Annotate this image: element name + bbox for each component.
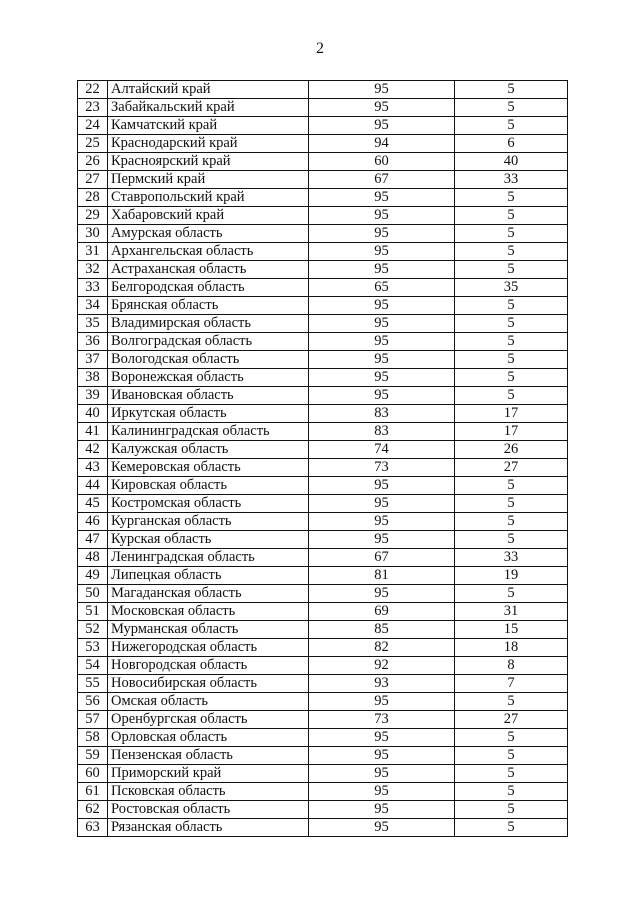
- row-number-cell: 43: [78, 459, 108, 477]
- value-b-cell: 7: [455, 675, 568, 693]
- value-b-cell: 5: [455, 783, 568, 801]
- value-a-cell: 95: [309, 819, 455, 837]
- row-number-cell: 42: [78, 441, 108, 459]
- value-b-cell: 33: [455, 171, 568, 189]
- region-name-cell: Брянская область: [108, 297, 309, 315]
- value-a-cell: 65: [309, 279, 455, 297]
- region-name-cell: Камчатский край: [108, 117, 309, 135]
- region-name-cell: Амурская область: [108, 225, 309, 243]
- region-name-cell: Магаданская область: [108, 585, 309, 603]
- region-name-cell: Хабаровский край: [108, 207, 309, 225]
- table-row: [78, 819, 568, 837]
- table-row: [78, 513, 568, 531]
- row-number-cell: 57: [78, 711, 108, 729]
- table-row: [78, 693, 568, 711]
- value-a-cell: 95: [309, 117, 455, 135]
- value-b-cell: 26: [455, 441, 568, 459]
- table-row: [78, 549, 568, 567]
- table-row: [78, 675, 568, 693]
- regions-table: [77, 80, 568, 837]
- region-name-cell: Кировская область: [108, 477, 309, 495]
- table-row: [78, 639, 568, 657]
- table-row: [78, 477, 568, 495]
- region-name-cell: Ставропольский край: [108, 189, 309, 207]
- table-row: [78, 459, 568, 477]
- value-b-cell: 5: [455, 243, 568, 261]
- value-b-cell: 5: [455, 477, 568, 495]
- value-b-cell: 5: [455, 531, 568, 549]
- value-a-cell: 95: [309, 693, 455, 711]
- value-a-cell: 95: [309, 531, 455, 549]
- table-row: [78, 495, 568, 513]
- table-row: [78, 81, 568, 99]
- row-number-cell: 34: [78, 297, 108, 315]
- region-name-cell: Иркутская область: [108, 405, 309, 423]
- region-name-cell: Калужская область: [108, 441, 309, 459]
- row-number-cell: 31: [78, 243, 108, 261]
- region-name-cell: Оренбургская область: [108, 711, 309, 729]
- value-a-cell: 95: [309, 351, 455, 369]
- value-b-cell: 35: [455, 279, 568, 297]
- value-b-cell: 5: [455, 207, 568, 225]
- row-number-cell: 51: [78, 603, 108, 621]
- row-number-cell: 22: [78, 81, 108, 99]
- table-row: [78, 621, 568, 639]
- region-name-cell: Костромская область: [108, 495, 309, 513]
- value-b-cell: 5: [455, 81, 568, 99]
- value-b-cell: 5: [455, 369, 568, 387]
- value-b-cell: 6: [455, 135, 568, 153]
- table-row: [78, 351, 568, 369]
- value-a-cell: 73: [309, 459, 455, 477]
- row-number-cell: 46: [78, 513, 108, 531]
- regions-table-body: [78, 81, 568, 837]
- value-b-cell: 5: [455, 351, 568, 369]
- value-b-cell: 5: [455, 729, 568, 747]
- value-a-cell: 69: [309, 603, 455, 621]
- region-name-cell: Калининградская область: [108, 423, 309, 441]
- table-row: [78, 747, 568, 765]
- value-b-cell: 27: [455, 711, 568, 729]
- row-number-cell: 61: [78, 783, 108, 801]
- page-number: 2: [316, 40, 324, 57]
- value-a-cell: 67: [309, 549, 455, 567]
- row-number-cell: 24: [78, 117, 108, 135]
- region-name-cell: Владимирская область: [108, 315, 309, 333]
- value-b-cell: 15: [455, 621, 568, 639]
- row-number-cell: 52: [78, 621, 108, 639]
- table-row: [78, 117, 568, 135]
- row-number-cell: 59: [78, 747, 108, 765]
- region-name-cell: Пермский край: [108, 171, 309, 189]
- row-number-cell: 45: [78, 495, 108, 513]
- row-number-cell: 36: [78, 333, 108, 351]
- value-a-cell: 95: [309, 765, 455, 783]
- table-row: [78, 315, 568, 333]
- table-row: [78, 243, 568, 261]
- row-number-cell: 33: [78, 279, 108, 297]
- table-row: [78, 207, 568, 225]
- value-b-cell: 8: [455, 657, 568, 675]
- value-b-cell: 17: [455, 423, 568, 441]
- table-row: [78, 801, 568, 819]
- row-number-cell: 38: [78, 369, 108, 387]
- value-a-cell: 73: [309, 711, 455, 729]
- table-row: [78, 423, 568, 441]
- table-row: [78, 99, 568, 117]
- region-name-cell: Московская область: [108, 603, 309, 621]
- row-number-cell: 29: [78, 207, 108, 225]
- value-a-cell: 95: [309, 747, 455, 765]
- table-row: [78, 135, 568, 153]
- region-name-cell: Вологодская область: [108, 351, 309, 369]
- table-row: [78, 297, 568, 315]
- row-number-cell: 35: [78, 315, 108, 333]
- region-name-cell: Рязанская область: [108, 819, 309, 837]
- row-number-cell: 54: [78, 657, 108, 675]
- value-a-cell: 74: [309, 441, 455, 459]
- value-a-cell: 95: [309, 207, 455, 225]
- value-b-cell: 5: [455, 585, 568, 603]
- value-a-cell: 95: [309, 99, 455, 117]
- value-a-cell: 95: [309, 513, 455, 531]
- value-a-cell: 95: [309, 495, 455, 513]
- value-a-cell: 93: [309, 675, 455, 693]
- value-b-cell: 5: [455, 315, 568, 333]
- table-row: [78, 189, 568, 207]
- region-name-cell: Новосибирская область: [108, 675, 309, 693]
- row-number-cell: 44: [78, 477, 108, 495]
- region-name-cell: Ленинградская область: [108, 549, 309, 567]
- row-number-cell: 50: [78, 585, 108, 603]
- value-b-cell: 18: [455, 639, 568, 657]
- value-a-cell: 95: [309, 261, 455, 279]
- region-name-cell: Липецкая область: [108, 567, 309, 585]
- table-row: [78, 369, 568, 387]
- row-number-cell: 39: [78, 387, 108, 405]
- table-row: [78, 657, 568, 675]
- value-b-cell: 5: [455, 693, 568, 711]
- row-number-cell: 28: [78, 189, 108, 207]
- row-number-cell: 37: [78, 351, 108, 369]
- table-row: [78, 567, 568, 585]
- table-row: [78, 333, 568, 351]
- value-a-cell: 95: [309, 729, 455, 747]
- row-number-cell: 55: [78, 675, 108, 693]
- row-number-cell: 53: [78, 639, 108, 657]
- value-b-cell: 5: [455, 513, 568, 531]
- value-a-cell: 92: [309, 657, 455, 675]
- region-name-cell: Новгородская область: [108, 657, 309, 675]
- value-a-cell: 95: [309, 333, 455, 351]
- value-a-cell: 85: [309, 621, 455, 639]
- region-name-cell: Курская область: [108, 531, 309, 549]
- table-row: [78, 729, 568, 747]
- value-a-cell: 81: [309, 567, 455, 585]
- value-b-cell: 5: [455, 225, 568, 243]
- region-name-cell: Ростовская область: [108, 801, 309, 819]
- value-a-cell: 60: [309, 153, 455, 171]
- table-row: [78, 153, 568, 171]
- table-row: [78, 225, 568, 243]
- value-b-cell: 5: [455, 189, 568, 207]
- value-a-cell: 95: [309, 225, 455, 243]
- row-number-cell: 25: [78, 135, 108, 153]
- region-name-cell: Краснодарский край: [108, 135, 309, 153]
- value-b-cell: 33: [455, 549, 568, 567]
- table-row: [78, 405, 568, 423]
- value-b-cell: 19: [455, 567, 568, 585]
- region-name-cell: Омская область: [108, 693, 309, 711]
- row-number-cell: 62: [78, 801, 108, 819]
- value-b-cell: 5: [455, 117, 568, 135]
- region-name-cell: Волгоградская область: [108, 333, 309, 351]
- value-b-cell: 40: [455, 153, 568, 171]
- value-a-cell: 95: [309, 297, 455, 315]
- value-b-cell: 5: [455, 819, 568, 837]
- row-number-cell: 58: [78, 729, 108, 747]
- table-row: [78, 441, 568, 459]
- table-row: [78, 171, 568, 189]
- region-name-cell: Орловская область: [108, 729, 309, 747]
- value-b-cell: 31: [455, 603, 568, 621]
- region-name-cell: Нижегородская область: [108, 639, 309, 657]
- region-name-cell: Пензенская область: [108, 747, 309, 765]
- region-name-cell: Астраханская область: [108, 261, 309, 279]
- region-name-cell: Алтайский край: [108, 81, 309, 99]
- row-number-cell: 60: [78, 765, 108, 783]
- value-b-cell: 5: [455, 801, 568, 819]
- row-number-cell: 26: [78, 153, 108, 171]
- value-b-cell: 27: [455, 459, 568, 477]
- region-name-cell: Архангельская область: [108, 243, 309, 261]
- value-b-cell: 5: [455, 495, 568, 513]
- table-row: [78, 261, 568, 279]
- region-name-cell: Приморский край: [108, 765, 309, 783]
- table-row: [78, 531, 568, 549]
- region-name-cell: Белгородская область: [108, 279, 309, 297]
- table-row: [78, 711, 568, 729]
- row-number-cell: 56: [78, 693, 108, 711]
- region-name-cell: Красноярский край: [108, 153, 309, 171]
- value-a-cell: 95: [309, 387, 455, 405]
- value-a-cell: 82: [309, 639, 455, 657]
- table-row: [78, 603, 568, 621]
- value-a-cell: 95: [309, 585, 455, 603]
- row-number-cell: 48: [78, 549, 108, 567]
- value-b-cell: 5: [455, 333, 568, 351]
- table-row: [78, 585, 568, 603]
- row-number-cell: 23: [78, 99, 108, 117]
- region-name-cell: Кемеровская область: [108, 459, 309, 477]
- region-name-cell: Забайкальский край: [108, 99, 309, 117]
- value-a-cell: 95: [309, 477, 455, 495]
- row-number-cell: 41: [78, 423, 108, 441]
- row-number-cell: 49: [78, 567, 108, 585]
- value-b-cell: 5: [455, 261, 568, 279]
- row-number-cell: 63: [78, 819, 108, 837]
- region-name-cell: Курганская область: [108, 513, 309, 531]
- value-a-cell: 95: [309, 315, 455, 333]
- region-name-cell: Ивановская область: [108, 387, 309, 405]
- value-a-cell: 95: [309, 81, 455, 99]
- value-a-cell: 83: [309, 423, 455, 441]
- row-number-cell: 30: [78, 225, 108, 243]
- value-b-cell: 5: [455, 387, 568, 405]
- value-b-cell: 5: [455, 99, 568, 117]
- table-row: [78, 783, 568, 801]
- row-number-cell: 47: [78, 531, 108, 549]
- value-b-cell: 5: [455, 747, 568, 765]
- region-name-cell: Псковская область: [108, 783, 309, 801]
- region-name-cell: Мурманская область: [108, 621, 309, 639]
- value-b-cell: 5: [455, 297, 568, 315]
- value-a-cell: 95: [309, 369, 455, 387]
- value-a-cell: 95: [309, 801, 455, 819]
- value-a-cell: 67: [309, 171, 455, 189]
- row-number-cell: 27: [78, 171, 108, 189]
- value-a-cell: 95: [309, 243, 455, 261]
- value-a-cell: 94: [309, 135, 455, 153]
- value-a-cell: 95: [309, 783, 455, 801]
- value-a-cell: 83: [309, 405, 455, 423]
- row-number-cell: 40: [78, 405, 108, 423]
- row-number-cell: 32: [78, 261, 108, 279]
- table-row: [78, 765, 568, 783]
- region-name-cell: Воронежская область: [108, 369, 309, 387]
- value-b-cell: 17: [455, 405, 568, 423]
- value-a-cell: 95: [309, 189, 455, 207]
- table-row: [78, 279, 568, 297]
- table-row: [78, 387, 568, 405]
- value-b-cell: 5: [455, 765, 568, 783]
